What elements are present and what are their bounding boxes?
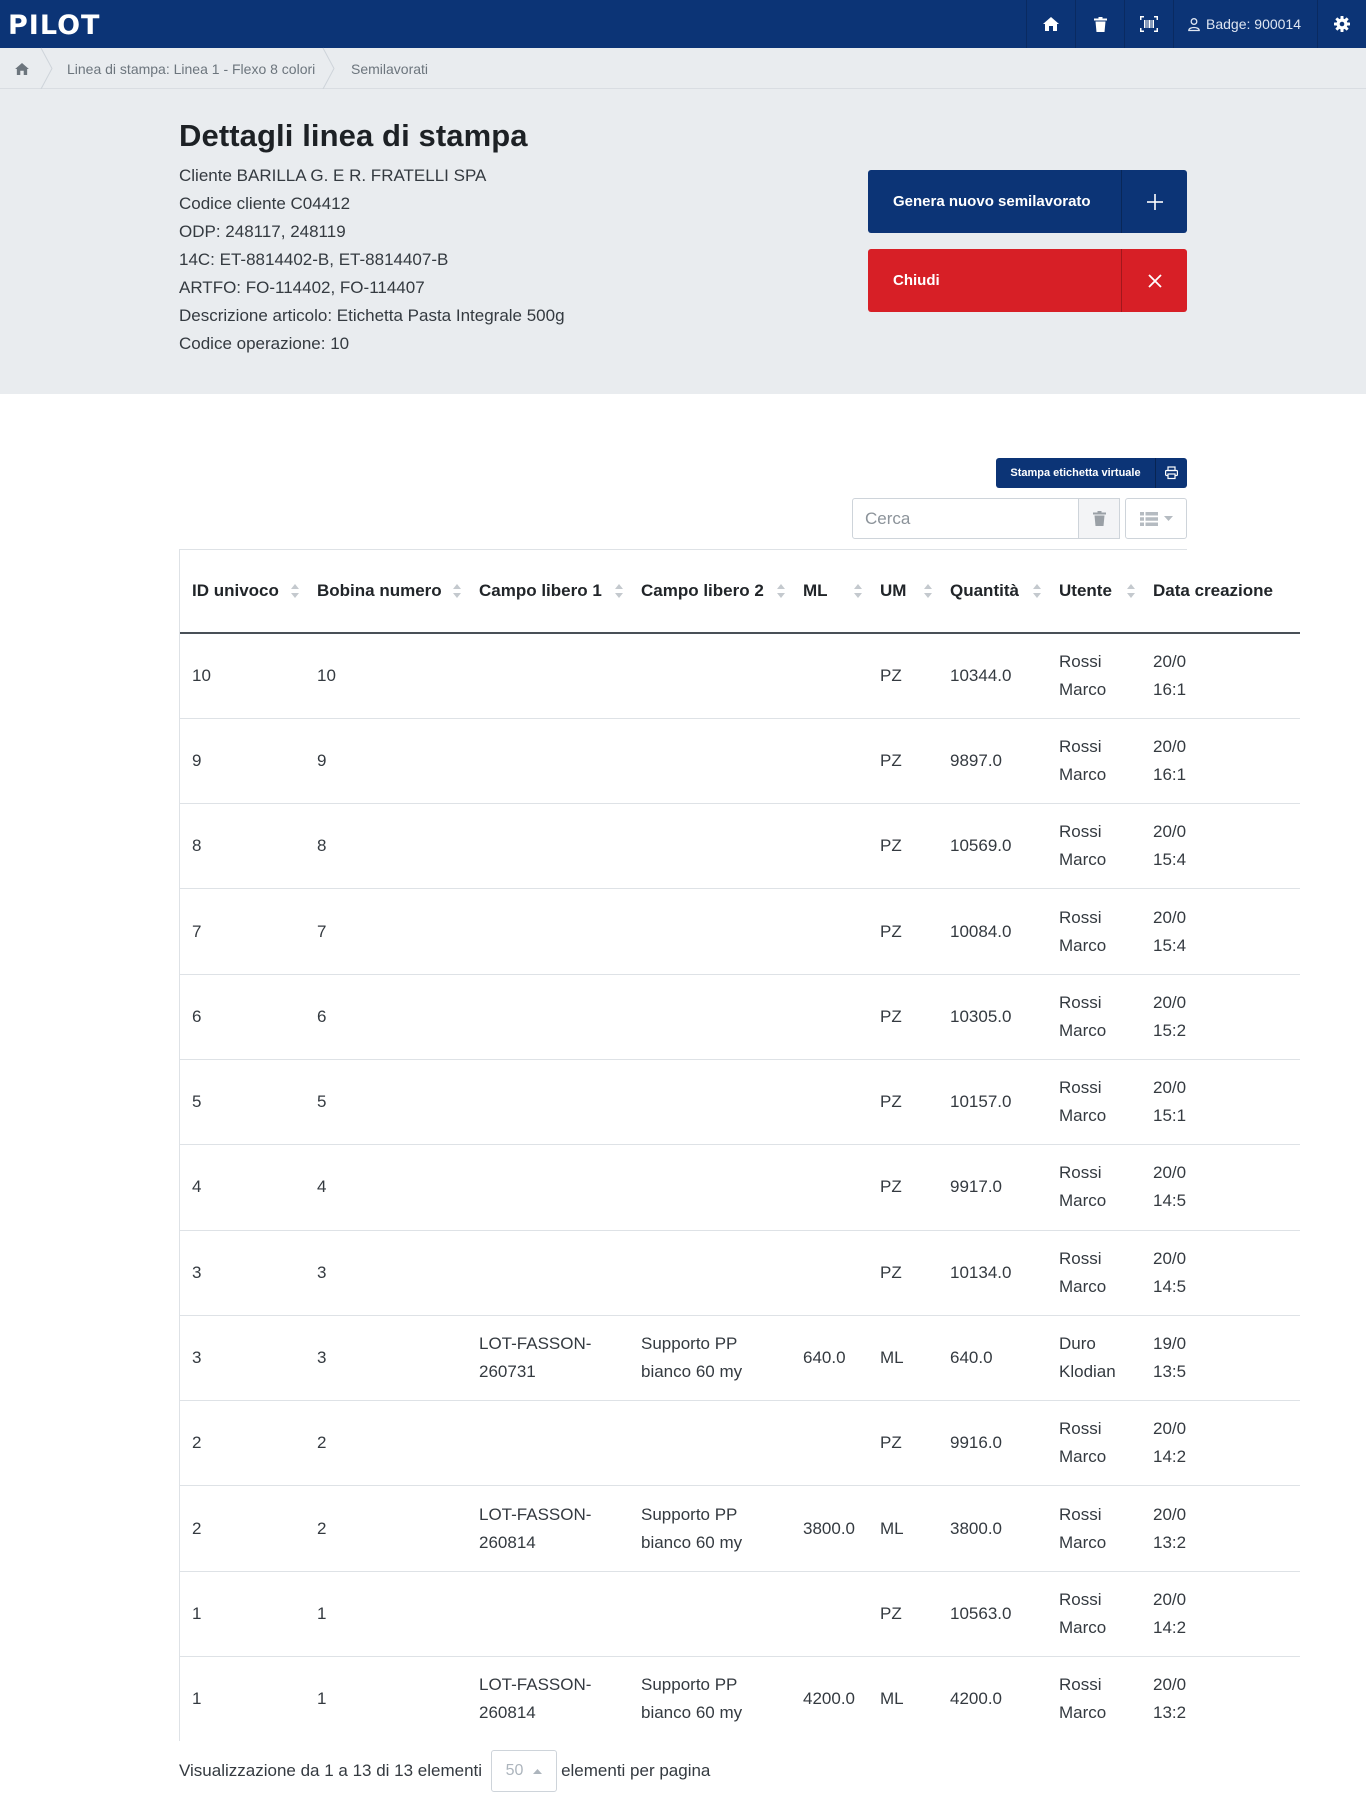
clear-search-button[interactable] — [1078, 498, 1120, 539]
table-cell: 3800.0 — [938, 1486, 1047, 1571]
table-cell: 8 — [305, 804, 467, 889]
table-cell: 10134.0 — [938, 1230, 1047, 1315]
table-cell — [1047, 718, 1141, 803]
table-cell: PZ — [868, 718, 938, 803]
sort-icon — [1033, 584, 1041, 598]
table-cell-line: Marco — [1059, 679, 1107, 699]
table-cell — [1047, 889, 1141, 974]
table-cell-line: Marco — [1059, 850, 1107, 870]
table-cell-line: 14:2 — [1153, 1447, 1187, 1467]
table-cell-line: 15:2 — [1153, 1020, 1187, 1040]
table-cell-line: 20/0 — [1153, 736, 1187, 756]
table-cell-line: Klodian — [1059, 1362, 1116, 1382]
table-cell-line: Rossi — [1059, 1504, 1102, 1524]
table-cell — [629, 1230, 791, 1315]
table-cell-line: 16:1 — [1153, 764, 1187, 784]
table-cell — [629, 1145, 791, 1230]
table-cell-line: Rossi — [1059, 651, 1102, 671]
table-cell — [791, 889, 868, 974]
page-title: Dettagli linea di stampa — [179, 118, 528, 153]
table-cell: 8 — [180, 804, 305, 889]
table-cell — [629, 889, 791, 974]
trash-icon — [1093, 511, 1106, 526]
table-cell — [467, 1571, 629, 1656]
table-cell-line: LOT-FASSON- — [479, 1675, 592, 1695]
table-cell — [791, 633, 868, 718]
printer-icon — [1165, 467, 1178, 479]
table-cell — [1141, 633, 1300, 718]
table-cell — [1141, 1315, 1300, 1400]
table-cell-line: Supporto PP — [641, 1334, 738, 1354]
table-cell-line: Marco — [1059, 764, 1107, 784]
table-cell-line: Marco — [1059, 1276, 1107, 1296]
table-cell — [629, 1571, 791, 1656]
table-row[interactable] — [180, 1657, 1300, 1742]
table-cell: 7 — [305, 889, 467, 974]
table-cell: 2 — [180, 1401, 305, 1486]
table-cell — [1141, 804, 1300, 889]
table-cell-line: Marco — [1059, 1617, 1107, 1637]
column-header-label: ID univoco — [192, 581, 279, 600]
table-cell: 7 — [180, 889, 305, 974]
table-cell-line: Duro — [1059, 1334, 1096, 1354]
top-navbar — [0, 0, 1366, 48]
pilot-logo[interactable] — [6, 8, 102, 40]
table-cell-line: 20/0 — [1153, 1504, 1187, 1524]
column-header[interactable] — [1141, 550, 1300, 633]
table-cell: 1 — [192, 1689, 202, 1709]
table-cell — [791, 804, 868, 889]
table-cell-line: 14:5 — [1153, 1276, 1187, 1296]
table-cell-line: Marco — [1059, 1447, 1107, 1467]
table-cell: ML — [868, 1486, 938, 1571]
table-cell-line: Rossi — [1059, 736, 1102, 756]
table-cell — [467, 974, 629, 1059]
table-cell: 2 — [305, 1401, 467, 1486]
column-header[interactable] — [180, 550, 305, 633]
close-label: Chiudi — [893, 272, 940, 289]
table-cell — [467, 1657, 629, 1742]
table-cell-line: bianco 60 my — [641, 1703, 743, 1723]
pagination-footer — [179, 1750, 710, 1792]
table-cell — [1047, 633, 1141, 718]
breadcrumb-home[interactable] — [15, 48, 29, 89]
column-header-label: UM — [880, 581, 907, 600]
table-cell — [467, 889, 629, 974]
table-cell-line: Supporto PP — [641, 1504, 738, 1524]
info-artfo: ARTFO: FO-114402, FO-114407 — [179, 278, 425, 297]
table-cell-line: Marco — [1059, 1532, 1107, 1552]
table-cell — [1047, 1230, 1141, 1315]
table-cell-line: 16:1 — [1153, 679, 1187, 699]
table-row[interactable] — [180, 1401, 1300, 1486]
sort-icon — [453, 584, 461, 598]
column-header-label: ML — [803, 581, 828, 600]
table-cell: PZ — [868, 804, 938, 889]
table-cell-line: LOT-FASSON- — [479, 1334, 592, 1354]
generate-semilavorato-button[interactable] — [868, 170, 1187, 233]
table-cell: ML — [868, 1315, 938, 1400]
svg-text:PILOT: PILOT — [8, 10, 101, 41]
info-odp: ODP: 248117, 248119 — [179, 222, 346, 241]
table-cell — [467, 1145, 629, 1230]
table-cell: PZ — [868, 889, 938, 974]
table-cell-line: Rossi — [1059, 992, 1102, 1012]
column-header[interactable] — [868, 550, 938, 633]
table-cell-line: 260731 — [479, 1362, 536, 1382]
table-cell-line: 20/0 — [1153, 1589, 1187, 1609]
table-cell — [1141, 1486, 1300, 1571]
table-cell: 10 — [180, 633, 305, 718]
columns-toggle-button[interactable] — [1125, 498, 1187, 539]
barcode-scan-button[interactable] — [1124, 0, 1173, 48]
table-cell-line: Marco — [1059, 1106, 1107, 1126]
table-cell: 2 — [180, 1486, 305, 1571]
table-cell-line: 20/0 — [1153, 651, 1187, 671]
table-row[interactable] — [180, 633, 1300, 718]
table-cell-line: 20/0 — [1153, 1419, 1187, 1439]
table-cell: 4200.0 — [803, 1689, 855, 1709]
table-cell-line: 13:5 — [1153, 1362, 1187, 1382]
gear-icon — [1334, 16, 1350, 32]
page-size-select[interactable] — [491, 1750, 557, 1792]
table-cell-line: Rossi — [1059, 1078, 1102, 1098]
table-header-row — [180, 550, 1300, 633]
table-cell: 1 — [180, 1571, 305, 1656]
badge-user-button[interactable] — [1173, 0, 1317, 48]
table-cell — [1141, 1401, 1300, 1486]
table-cell-line: Rossi — [1059, 907, 1102, 927]
breadcrumb — [0, 48, 1366, 89]
column-header[interactable] — [467, 550, 629, 633]
table-cell — [467, 804, 629, 889]
sort-icon — [291, 584, 299, 598]
home-icon — [1043, 17, 1059, 31]
print-virtual-label-button[interactable] — [996, 458, 1187, 488]
table-cell: 3 — [305, 1230, 467, 1315]
table-cell: 2 — [305, 1486, 467, 1571]
info-codice-operazione: Codice operazione: 10 — [179, 334, 350, 353]
table-cell-line: Rossi — [1059, 822, 1102, 842]
table-cell — [791, 1059, 868, 1144]
search-input[interactable] — [852, 498, 1079, 539]
column-header-label: Bobina numero — [317, 581, 442, 600]
column-header-label: Campo libero 1 — [479, 581, 602, 600]
table-row[interactable] — [180, 1571, 1300, 1656]
home-icon — [15, 63, 29, 75]
table-row[interactable] — [180, 1315, 1300, 1400]
table-cell: 6 — [305, 974, 467, 1059]
per-page-text: elementi per pagina — [561, 1761, 711, 1780]
table-cell: 9916.0 — [938, 1401, 1047, 1486]
table-cell-line: 15:4 — [1153, 935, 1187, 955]
table-row[interactable] — [180, 804, 1300, 889]
table-cell — [467, 718, 629, 803]
table-cell-line: 20/0 — [1153, 992, 1187, 1012]
table-cell: 4200.0 — [950, 1689, 1002, 1709]
table-cell — [467, 1315, 629, 1400]
table-cell-line: Rossi — [1059, 1419, 1102, 1439]
home-button[interactable] — [1026, 0, 1075, 48]
table-cell: PZ — [868, 633, 938, 718]
table-row[interactable] — [180, 974, 1300, 1059]
column-header-label: Campo libero 2 — [641, 581, 764, 600]
table-cell — [629, 1657, 791, 1742]
table-cell: 3 — [180, 1230, 305, 1315]
table-row[interactable] — [180, 1486, 1300, 1571]
table-cell-line: Rossi — [1059, 1675, 1102, 1695]
breadcrumb-separator — [40, 48, 54, 89]
info-codice-cliente: Codice cliente C04412 — [179, 194, 351, 213]
column-header[interactable] — [629, 550, 791, 633]
table-cell-line: Rossi — [1059, 1589, 1102, 1609]
table-cell: 5 — [180, 1059, 305, 1144]
table-cell — [1141, 1145, 1300, 1230]
table-cell-line: Marco — [1059, 1703, 1107, 1723]
table-cell — [629, 1401, 791, 1486]
table-cell: 10563.0 — [938, 1571, 1047, 1656]
table-cell-line: 20/0 — [1153, 1675, 1187, 1695]
column-header-label: Quantità — [950, 581, 1019, 600]
table-row[interactable] — [180, 1145, 1300, 1230]
table-cell — [467, 1230, 629, 1315]
table-cell: 9897.0 — [938, 718, 1047, 803]
table-cell-line: Supporto PP — [641, 1675, 738, 1695]
table-cell-line: Rossi — [1059, 1163, 1102, 1183]
table-cell — [629, 633, 791, 718]
table-cell — [791, 1145, 868, 1230]
table-cell: 3800.0 — [791, 1486, 868, 1571]
table-cell: 10157.0 — [938, 1059, 1047, 1144]
showing-text: Visualizzazione da 1 a 13 di 13 elementi — [179, 1761, 483, 1780]
table-cell — [629, 1486, 791, 1571]
column-header[interactable] — [1047, 550, 1141, 633]
breadcrumb-item-linea[interactable]: Linea di stampa: Linea 1 - Flexo 8 colori — [67, 60, 316, 77]
table-cell: PZ — [868, 1059, 938, 1144]
table-cell — [629, 1059, 791, 1144]
table-cell — [1047, 804, 1141, 889]
table-row[interactable] — [180, 889, 1300, 974]
table-cell: 10569.0 — [938, 804, 1047, 889]
table-cell — [791, 718, 868, 803]
table-cell: 9 — [305, 718, 467, 803]
breadcrumb-separator — [322, 48, 336, 89]
sort-icon — [1127, 584, 1135, 598]
table-cell — [1047, 1486, 1141, 1571]
table-cell — [1047, 1059, 1141, 1144]
table-cell: PZ — [868, 974, 938, 1059]
list-icon — [1140, 512, 1158, 526]
generate-label: Genera nuovo semilavorato — [893, 193, 1091, 210]
table-cell-line: 20/0 — [1153, 1163, 1187, 1183]
close-button[interactable] — [868, 249, 1187, 312]
table-cell — [1141, 1657, 1300, 1742]
badge-label: Badge: 900014 — [1206, 16, 1301, 32]
table-cell — [467, 633, 629, 718]
table-cell — [1047, 1657, 1141, 1742]
column-header-label: Data creazione — [1153, 581, 1273, 600]
column-header[interactable] — [938, 550, 1047, 633]
table-cell: PZ — [868, 1401, 938, 1486]
breadcrumb-item-semilavorati[interactable]: Semilavorati — [351, 60, 429, 77]
table-cell: 9917.0 — [938, 1145, 1047, 1230]
chevron-down-icon — [1164, 516, 1173, 521]
table-cell-line: Marco — [1059, 1020, 1107, 1040]
table-cell-line: 13:2 — [1153, 1532, 1187, 1552]
table-cell: 3 — [180, 1315, 305, 1400]
table-cell — [1047, 1401, 1141, 1486]
table-row[interactable] — [180, 1230, 1300, 1315]
table-cell — [791, 1571, 868, 1656]
table-cell: 10 — [305, 633, 467, 718]
table-cell-line: 20/0 — [1153, 1078, 1187, 1098]
table-cell — [1047, 1315, 1141, 1400]
table-cell-line: Marco — [1059, 935, 1107, 955]
page-size-value: 50 — [505, 1762, 524, 1779]
sort-icon — [924, 584, 932, 598]
table-cell-line: 260814 — [479, 1532, 536, 1552]
table-cell: 640.0 — [791, 1315, 868, 1400]
table-cell-line: 15:4 — [1153, 850, 1187, 870]
table-cell-line: 260814 — [479, 1703, 536, 1723]
table-cell-line: LOT-FASSON- — [479, 1504, 592, 1524]
column-header-label: Utente — [1059, 581, 1112, 600]
sort-icon — [615, 584, 623, 598]
table-cell: PZ — [868, 1145, 938, 1230]
table-cell: 3 — [305, 1315, 467, 1400]
table-cell — [1047, 1145, 1141, 1230]
sort-icon — [854, 584, 862, 598]
table-cell-line: 14:2 — [1153, 1617, 1187, 1637]
table-cell-line: 14:5 — [1153, 1191, 1187, 1211]
table-cell: 4 — [180, 1145, 305, 1230]
table-cell — [629, 804, 791, 889]
user-icon — [1188, 18, 1200, 31]
settings-button[interactable] — [1317, 0, 1366, 48]
plus-icon — [1147, 194, 1163, 210]
table-cell — [1141, 1571, 1300, 1656]
info-14c: 14C: ET-8814402-B, ET-8814407-B — [179, 250, 449, 269]
table-cell-line: bianco 60 my — [641, 1362, 743, 1382]
table-cell-line: Marco — [1059, 1191, 1107, 1211]
info-cliente: Cliente BARILLA G. E R. FRATELLI SPA — [179, 166, 487, 185]
column-header[interactable] — [305, 550, 467, 633]
table-cell: 9 — [180, 718, 305, 803]
caret-up-icon — [533, 1769, 542, 1774]
column-header[interactable] — [791, 550, 868, 633]
table-body — [180, 633, 1300, 1742]
table-cell — [791, 1230, 868, 1315]
table-cell-line: 20/0 — [1153, 907, 1187, 927]
table-cell-line: 20/0 — [1153, 1248, 1187, 1268]
barcode-scan-icon — [1140, 16, 1158, 32]
table-cell: 1 — [317, 1689, 327, 1709]
table-cell: ML — [880, 1689, 904, 1709]
table-cell-line: 13:2 — [1153, 1703, 1187, 1723]
table-cell — [467, 1401, 629, 1486]
table-cell — [1141, 974, 1300, 1059]
table-cell-line: Rossi — [1059, 1248, 1102, 1268]
table-cell: 10305.0 — [938, 974, 1047, 1059]
table-cell: PZ — [868, 1230, 938, 1315]
table-cell: 10344.0 — [938, 633, 1047, 718]
table-cell-line: 19/0 — [1153, 1334, 1187, 1354]
table-cell: 640.0 — [938, 1315, 1047, 1400]
table-cell — [791, 1401, 868, 1486]
table-cell — [1141, 1230, 1300, 1315]
table-cell — [1141, 718, 1300, 803]
trash-nav-button[interactable] — [1075, 0, 1124, 48]
print-label: Stampa etichetta virtuale — [1010, 467, 1141, 479]
table-cell — [467, 1486, 629, 1571]
table-cell-line: bianco 60 my — [641, 1532, 743, 1552]
close-icon — [1148, 274, 1162, 288]
table-cell: 10084.0 — [938, 889, 1047, 974]
table-cell — [1141, 889, 1300, 974]
table-cell: 1 — [305, 1571, 467, 1656]
table-cell: PZ — [868, 1571, 938, 1656]
table-cell — [1047, 1571, 1141, 1656]
table-cell: 6 — [180, 974, 305, 1059]
semilavorati-table — [179, 549, 1273, 1741]
table-cell-line: 15:1 — [1153, 1106, 1187, 1126]
table-cell: 5 — [305, 1059, 467, 1144]
table-cell: 4 — [305, 1145, 467, 1230]
table-row[interactable] — [180, 1059, 1300, 1144]
table-cell — [1047, 974, 1141, 1059]
table-cell-line: 20/0 — [1153, 822, 1187, 842]
table-cell — [629, 974, 791, 1059]
table-cell — [629, 718, 791, 803]
table-cell — [791, 974, 868, 1059]
trash-icon — [1094, 17, 1107, 32]
table-cell — [1141, 1059, 1300, 1144]
info-descrizione: Descrizione articolo: Etichetta Pasta Integrale 500g — [179, 306, 565, 325]
sort-icon — [777, 584, 785, 598]
table-cell — [467, 1059, 629, 1144]
table-row[interactable] — [180, 718, 1300, 803]
table-cell — [629, 1315, 791, 1400]
